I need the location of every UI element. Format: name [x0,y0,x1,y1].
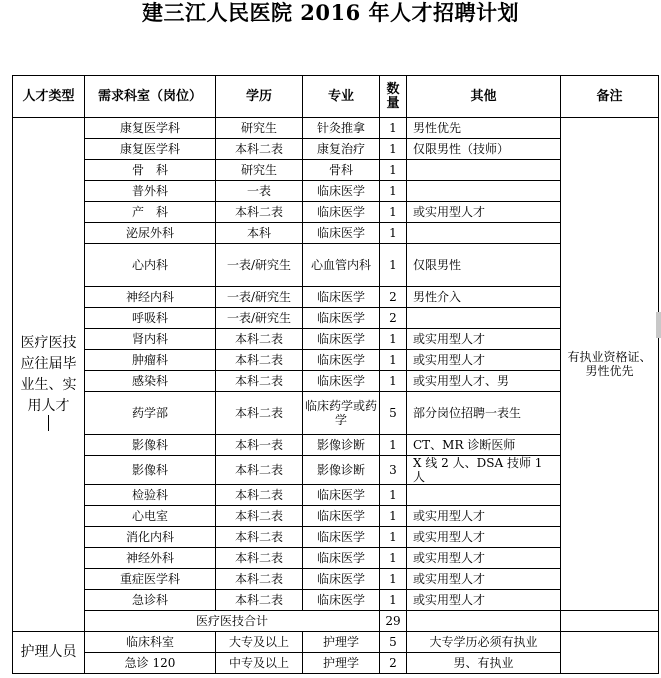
major-cell: 护理学 [303,653,380,674]
department-cell: 影像科 [85,456,216,485]
medical-section [13,118,659,632]
education-cell: 本科二表 [216,456,303,485]
major-cell: 临床药学或药学 [303,392,380,435]
education-cell: 中专及以上 [216,653,303,674]
quantity-cell: 3 [380,456,407,485]
text-cursor [48,415,49,431]
quantity-cell: 1 [380,506,407,527]
quantity-cell: 1 [380,590,407,611]
other-cell [407,308,561,329]
other-cell: 男性介入 [407,287,561,308]
subtotal-empty-other [407,611,561,632]
major-cell: 临床医学 [303,590,380,611]
other-cell [407,485,561,506]
header-department: 需求科室（岗位） [85,76,216,118]
page-title: 建三江人民医院 2016 年人才招聘计划 [141,0,520,25]
major-cell: 针灸推拿 [303,118,380,139]
major-cell: 临床医学 [303,181,380,202]
subtotal-label: 医疗医技合计 [85,611,380,632]
header-talent-type: 人才类型 [13,76,85,118]
major-cell: 临床医学 [303,202,380,223]
education-cell: 本科二表 [216,202,303,223]
subtotal-empty-note [561,611,659,632]
talent-type-cell: 医疗医技应往届毕业生、实用人才 [13,118,85,632]
department-cell: 肿瘤科 [85,350,216,371]
table-row [13,632,659,653]
major-cell: 护理学 [303,632,380,653]
major-cell: 临床医学 [303,548,380,569]
subtotal-value: 29 [380,611,407,632]
major-cell: 临床医学 [303,350,380,371]
major-cell: 临床医学 [303,506,380,527]
major-cell: 心血管内科 [303,244,380,287]
other-cell: 或实用型人才 [407,548,561,569]
quantity-cell: 5 [380,632,407,653]
quantity-cell: 2 [380,287,407,308]
education-cell: 研究生 [216,160,303,181]
quantity-cell: 1 [380,139,407,160]
other-cell: 或实用型人才、男 [407,371,561,392]
education-cell: 本科二表 [216,569,303,590]
other-cell: 或实用型人才 [407,506,561,527]
department-cell: 神经内科 [85,287,216,308]
department-cell: 普外科 [85,181,216,202]
department-cell: 重症医学科 [85,569,216,590]
quantity-cell: 1 [380,329,407,350]
other-cell: 或实用型人才 [407,350,561,371]
other-cell: CT、MR 诊断医师 [407,435,561,456]
major-cell: 临床医学 [303,485,380,506]
department-cell: 心内科 [85,244,216,287]
department-cell: 心电室 [85,506,216,527]
education-cell: 一表/研究生 [216,287,303,308]
other-cell: 或实用型人才 [407,202,561,223]
other-cell: 男、有执业 [407,653,561,674]
major-cell: 临床医学 [303,569,380,590]
education-cell: 大专及以上 [216,632,303,653]
quantity-cell: 1 [380,435,407,456]
department-cell: 泌尿外科 [85,223,216,244]
department-cell: 骨 科 [85,160,216,181]
major-cell: 临床医学 [303,287,380,308]
department-cell: 感染科 [85,371,216,392]
note-cell: 有执业资格证、男性优先 [561,118,659,611]
other-cell: 仅限男性（技师） [407,139,561,160]
other-cell: 或实用型人才 [407,569,561,590]
education-cell: 本科二表 [216,527,303,548]
other-cell: X 线 2 人、DSA 技师 1 人 [407,456,561,485]
department-cell: 临床科室 [85,632,216,653]
department-cell: 康复医学科 [85,139,216,160]
other-cell: 或实用型人才 [407,329,561,350]
major-cell: 康复治疗 [303,139,380,160]
quantity-cell: 1 [380,485,407,506]
quantity-cell: 1 [380,548,407,569]
table-row [13,118,659,139]
quantity-cell: 1 [380,244,407,287]
major-cell: 骨科 [303,160,380,181]
education-cell: 本科二表 [216,548,303,569]
quantity-cell: 1 [380,350,407,371]
department-cell: 呼吸科 [85,308,216,329]
header-education: 学历 [216,76,303,118]
header-row [13,76,659,118]
department-cell: 肾内科 [85,329,216,350]
other-cell: 男性优先 [407,118,561,139]
quantity-cell: 5 [380,392,407,435]
talent-type-cell: 护理人员 [13,632,85,674]
other-cell: 部分岗位招聘一表生 [407,392,561,435]
education-cell: 本科二表 [216,590,303,611]
education-cell: 本科二表 [216,329,303,350]
department-cell: 消化内科 [85,527,216,548]
quantity-cell: 1 [380,118,407,139]
department-cell: 急诊 120 [85,653,216,674]
quantity-cell: 1 [380,160,407,181]
quantity-cell: 1 [380,181,407,202]
major-cell: 影像诊断 [303,456,380,485]
other-cell [407,223,561,244]
other-cell [407,160,561,181]
department-cell: 神经外科 [85,548,216,569]
education-cell: 本科二表 [216,139,303,160]
quantity-cell: 2 [380,653,407,674]
other-cell [407,181,561,202]
other-cell: 或实用型人才 [407,527,561,548]
major-cell: 临床医学 [303,527,380,548]
education-cell: 本科一表 [216,435,303,456]
major-cell: 临床医学 [303,223,380,244]
quantity-cell: 1 [380,527,407,548]
recruitment-table [12,75,659,674]
quantity-cell: 1 [380,202,407,223]
header-note: 备注 [561,76,659,118]
department-cell: 产 科 [85,202,216,223]
quantity-cell: 1 [380,371,407,392]
quantity-cell: 1 [380,569,407,590]
subtotal-row [13,611,659,632]
major-cell: 影像诊断 [303,435,380,456]
major-cell: 临床医学 [303,308,380,329]
education-cell: 一表/研究生 [216,308,303,329]
major-cell: 临床医学 [303,371,380,392]
education-cell: 本科二表 [216,350,303,371]
major-cell: 临床医学 [303,329,380,350]
education-cell: 一表 [216,181,303,202]
department-cell: 药学部 [85,392,216,435]
header-other: 其他 [407,76,561,118]
department-cell: 检验科 [85,485,216,506]
header-quantity: 数量 [380,76,407,118]
other-cell: 大专学历必须有执业 [407,632,561,653]
education-cell: 本科二表 [216,392,303,435]
note-cell-empty [561,632,659,674]
scrollbar-thumb[interactable] [656,312,661,338]
education-cell: 一表/研究生 [216,244,303,287]
education-cell: 本科二表 [216,371,303,392]
other-cell: 或实用型人才 [407,590,561,611]
department-cell: 康复医学科 [85,118,216,139]
education-cell: 本科二表 [216,485,303,506]
education-cell: 本科二表 [216,506,303,527]
other-cell: 仅限男性 [407,244,561,287]
department-cell: 影像科 [85,435,216,456]
quantity-cell: 1 [380,223,407,244]
department-cell: 急诊科 [85,590,216,611]
header-major: 专业 [303,76,380,118]
education-cell: 本科 [216,223,303,244]
education-cell: 研究生 [216,118,303,139]
nursing-section [13,632,659,674]
quantity-cell: 2 [380,308,407,329]
